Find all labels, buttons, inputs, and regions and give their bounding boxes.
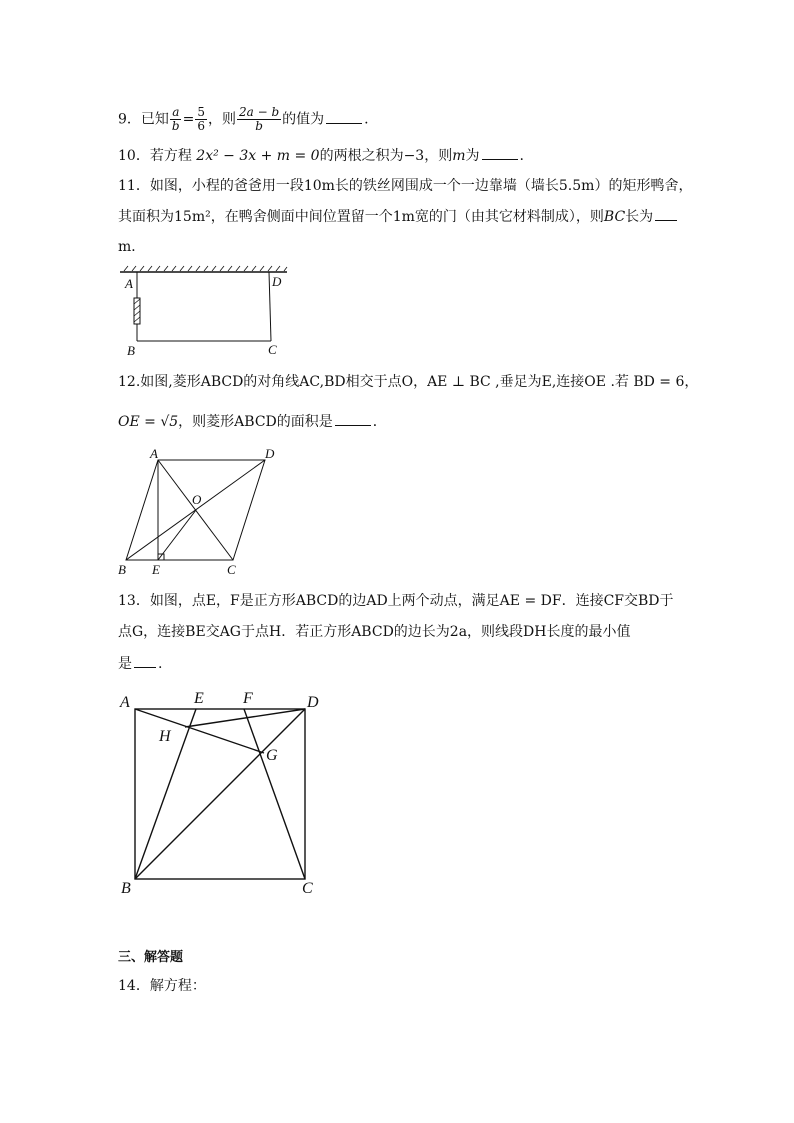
label-C: C: [227, 562, 236, 577]
label-E: E: [194, 690, 204, 707]
question-13-line3: 是 .: [118, 653, 162, 674]
question-12-line2: OE = √5，则菱形ABCD的面积是 ．: [118, 411, 387, 432]
door-rect: [134, 298, 140, 324]
label-B: B: [118, 562, 126, 577]
answer-blank: [134, 653, 156, 668]
fraction-a-over-b: $\frac{a}{b}$: [171, 105, 180, 133]
label-B: B: [121, 880, 131, 897]
question-11-line1: 11．如图，小程的爸爸用一段10m长的铁丝网围成一个一边靠墙（墙长5.5m）的矩形鸭舍，: [118, 178, 693, 194]
question-13-line1: 13．如图，点E，F是正方形ABCD的边AD上两个动点，满足AE = DF．连接CF交BD于: [118, 593, 674, 609]
quadratic-equation: 2x² − 3x + m = 0: [196, 148, 320, 164]
answer-blank: [335, 411, 371, 426]
fraction-expression: $\frac{2a - b}{b}$: [238, 105, 280, 133]
label-E: E: [152, 562, 160, 577]
question-14: 14．解方程：: [118, 978, 206, 994]
question-12-line1: 12.如图,菱形ABCD的对角线AC,BD相交于点O，AE ⊥ BC ,垂足为E,连接OE .若 BD = 6，: [118, 374, 699, 390]
label-O: O: [192, 492, 202, 507]
label-F: F: [243, 690, 253, 707]
question-9: 9．已知 $\frac{a}{b}$ = $\frac{5}{6}$ ，则 $\frac{2a - b}{b}$ 的值为 .: [118, 105, 369, 133]
label-A: A: [150, 446, 158, 461]
label-A: A: [120, 694, 130, 711]
section-heading: 三、解答题: [118, 950, 184, 965]
label-D: D: [265, 446, 275, 461]
label-B: B: [127, 343, 135, 358]
question-11-line3: m．: [118, 239, 146, 255]
answer-blank: [482, 145, 518, 160]
label-C: C: [268, 342, 277, 357]
answer-blank: [326, 109, 362, 124]
question-11-line2: 其面积为15m²，在鸭舍侧面中间位置留一个1m宽的门（由其它材料制成），则BC长为: [118, 206, 679, 227]
fraction-5-over-6: $\frac{5}{6}$: [197, 105, 205, 133]
question-13-line2: 点G，连接BE交AG于点H．若正方形ABCD的边长为2a，则线段DH长度的最小值: [118, 624, 631, 640]
label-A: A: [125, 276, 133, 291]
label-H: H: [159, 728, 171, 745]
label-G: G: [266, 747, 278, 764]
label-D: D: [272, 274, 282, 289]
wall-hatching: [124, 266, 287, 271]
answer-blank: [655, 206, 677, 221]
question-10: 10．若方程 2x² − 3x + m = 0的两根之积为−3，则m为 .: [118, 145, 524, 166]
label-D: D: [307, 694, 319, 711]
label-C: C: [302, 880, 313, 897]
